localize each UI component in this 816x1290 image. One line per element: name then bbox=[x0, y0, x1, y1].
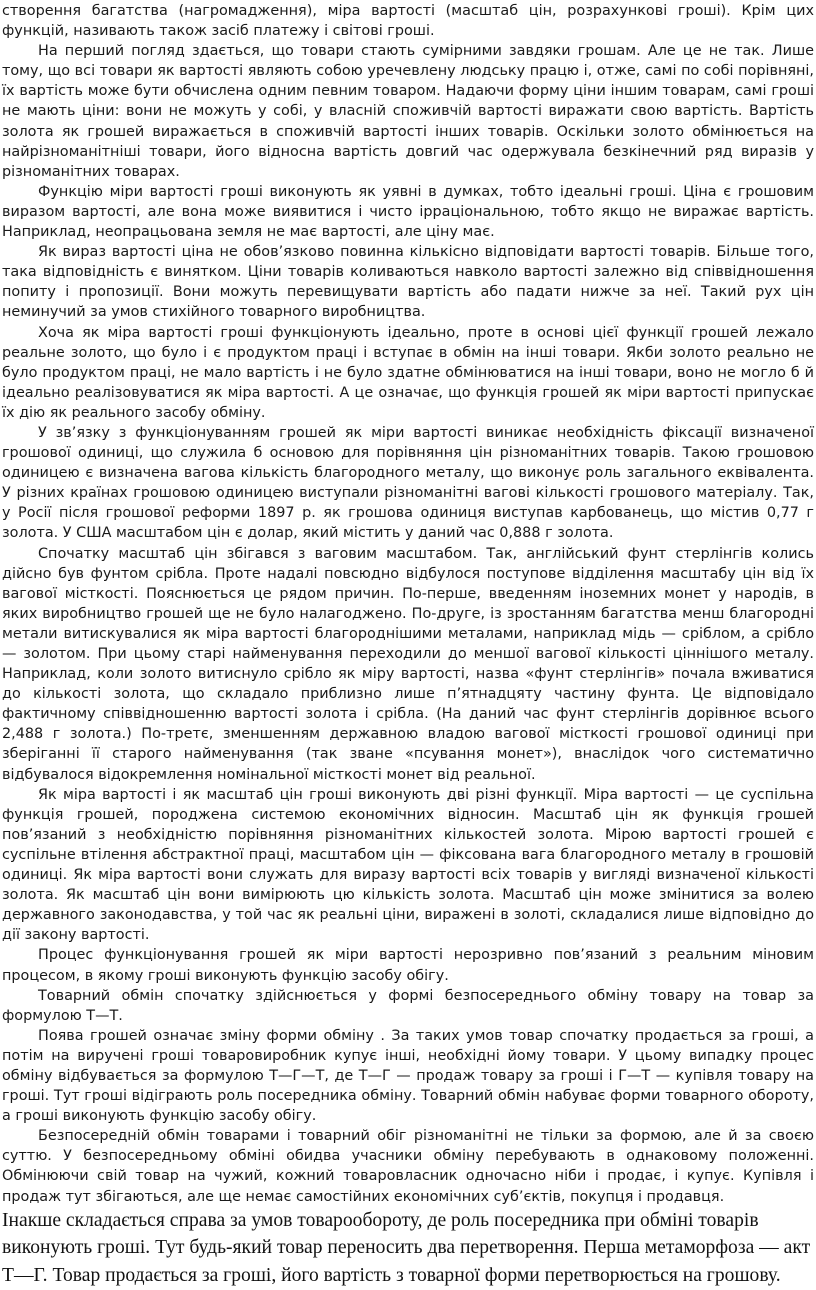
closing-paragraph: Інакше складається справа за умов товарообороту, де роль посередника при обміні товарів виконують гроші. Тут будь-який товар переносить два перетворення. Перша метаморфоза — акт Т—Г. Товар продається за гроші, його вартість з товарної форми перетворюється на грошову. bbox=[2, 1209, 811, 1287]
paragraph: Безпосередній обмін товарами і товарний обіг різноманітні не тільки за формою, але й за своєю суттю. У безпосередньому обміні обидва учасники обміну перебувають в однаковому положенні. Обмінюючи свій товар на чужий, кожний товаровласник одночасно ніби і продає, і купує. Купівля і продаж тут збігаються, але ще немає самостійних економічних суб’єктів, покупця і продавця. bbox=[2, 1128, 814, 1205]
paragraph: На перший погляд здається, що товари стають сумірними завдяки грошам. Але це не так. Лише тому, що всі товари як вартості являють собою уречевлену людську працю і, отже, самі по собі порівняні, їх вартість може бути обчислена одним певним товаром. Надаючи форму ціни іншим товарам, самі гроші не мають ціни: вони не можуть у собі, у власній споживчій вартості виражати свою вартість. Вартість золота як грошей виражається в споживчій вартості інших товарів. Оскільки золото обмінюється на найрізноманітніші товари, його відносна вартість довгий час одержувала безкінечний ряд виразів у різноманітних товарах. bbox=[2, 43, 814, 180]
paragraph: Функцію міри вартості гроші виконують як уявні в думках, тобто ідеальні гроші. Ціна є грошовим виразом вартості, але вона може виявитися і чисто ірраціональною, тобто якщо не виражає вартість. Наприклад, неопрацьована земля не має вартості, але ціну має. bbox=[2, 183, 814, 241]
paragraph: Як міра вартості і як масштаб цін гроші виконують дві різні функції. Міра вартості — це суспільна функція грошей, породжена системою економічних відносин. Масштаб цін як функція грошей пов’язаний з необхідністю порівняння різноманітних кількостей золота. Мірою вартості грошей є суспільне втілення абстрактної праці, масштабом цін — фіксована вага благородного металу в грошовій одиниці. Як міра вартості вони служать для виразу вартості всіх товарів у вигляді визначеної кількості золота. Як масштаб цін вони вимірюють цю кількість золота. Масштаб цін може змінитися за волею державного законодавства, у той час як реальні ціни, виражені в золоті, складалися лише відповідно до дії закону вартості. bbox=[2, 786, 814, 944]
paragraph: Спочатку масштаб цін збігався з ваговим масштабом. Так, англійський фунт стерлінгів колись дійсно був фунтом срібла. Проте надалі повсюдно відбулося поступове відділення масштабу цін від їх вагової місткості. Пояснюється це рядом причин. По-перше, введенням іноземних монет у народів, в яких виробництво грошей ще не було налагоджено. По-друге, із зростанням багатства менш благородні метали витискувалися як міра вартості благороднішими металами, наприклад мідь — сріблом, а срібло — золотом. При цьому старі найменування переходили до меншої вагової кількості ціннішого металу. Наприклад, коли золото витиснуло срібло як міру вартості, назва «фунт стерлінгів» почала вживатися до кількості золота, що складало приблизно лише п’ятнадцяту частину фунта. Це відповідало фактичному співвідношенню вартості золота і срібла. (На даний час фунт стерлінгів дорівнює всього 2,488 г золота.) По-третє, зменшенням державною владою вагової місткості грошової одиниці при зберіганні її старого найменування (так зване «псування монет»), внаслідок чого систематично відбувалося відокремлення номінальної місткості монет від реальної. bbox=[2, 545, 814, 783]
paragraph-continued: створення багатства (нагромадження), міра вартості (масштаб цін, розрахункові гроші). Крім цих функцій, називають також засіб платежу і світові гроші. bbox=[2, 3, 814, 40]
paragraph: Як вираз вартості ціна не обов’язково повинна кількісно відповідати вартості товарів. Більше того, така відповідність є винятком. Ціни товарів коливаються навколо вартості залежно від співвідношення попиту і пропозиції. Вони можуть перевищувати вартість або падати нижче за неї. Такий рух цін неминучий за умов стихійного товарного виробництва. bbox=[2, 244, 814, 321]
paragraph: Поява грошей означає зміну форми обміну . За таких умов товар спочатку продається за гроші, а потім на виручені гроші товаровиробник купує інші, необхідні йому товари. У цьому випадку процес обміну відбувається за формулою Т—Г—Т, де Т—Г — продаж товару за гроші і Г—Т — купівля товару на гроші. Тут гроші відіграють роль посередника обміну. Товарний обмін набуває форми товарного обороту, а гроші виконують функцію засобу обігу. bbox=[2, 1027, 814, 1125]
paragraph: Хоча як міра вартості гроші функціонують ідеально, проте в основі цієї функції грошей лежало реальне золото, що було і є продуктом праці і вступає в обмін на інші товари. Якби золото реально не було продуктом праці, не мало вартість і не було здатне обмінюватися на інші товари, воно не могло б й ідеально реалізовуватися як міра вартості. А це означає, що функція грошей як міри вартості припускає їх дію як реального засобу обміну. bbox=[2, 324, 814, 421]
paragraph: Процес функціонування грошей як міри вартості нерозривно пов’язаний з реальним міновим процесом, в якому гроші виконують функцію засобу обігу. bbox=[2, 947, 814, 984]
document-page bbox=[0, 1, 816, 1290]
paragraph: Товарний обмін спочатку здійснюється у формі безпосереднього обміну товару на товар за формулою Т—Т. bbox=[2, 987, 814, 1024]
paragraph: У зв’язку з функціонуванням грошей як міри вартості виникає необхідність фіксації визначеної грошової одиниці, що служила б основою для порівняння цін різноманітних товарів. Такою грошовою одиницею є визначена вагова кількість благородного металу, що виконує роль загального еквівалента. У різних країнах грошовою одиницею виступали різноманітні вагові кількості грошового матеріалу. Так, у Росії після грошової реформи 1897 р. як грошова одиниця виступав карбованець, що містив 0,77 г золота. У США масштабом цін є долар, який містить у даний час 0,888 г золота. bbox=[2, 424, 814, 542]
